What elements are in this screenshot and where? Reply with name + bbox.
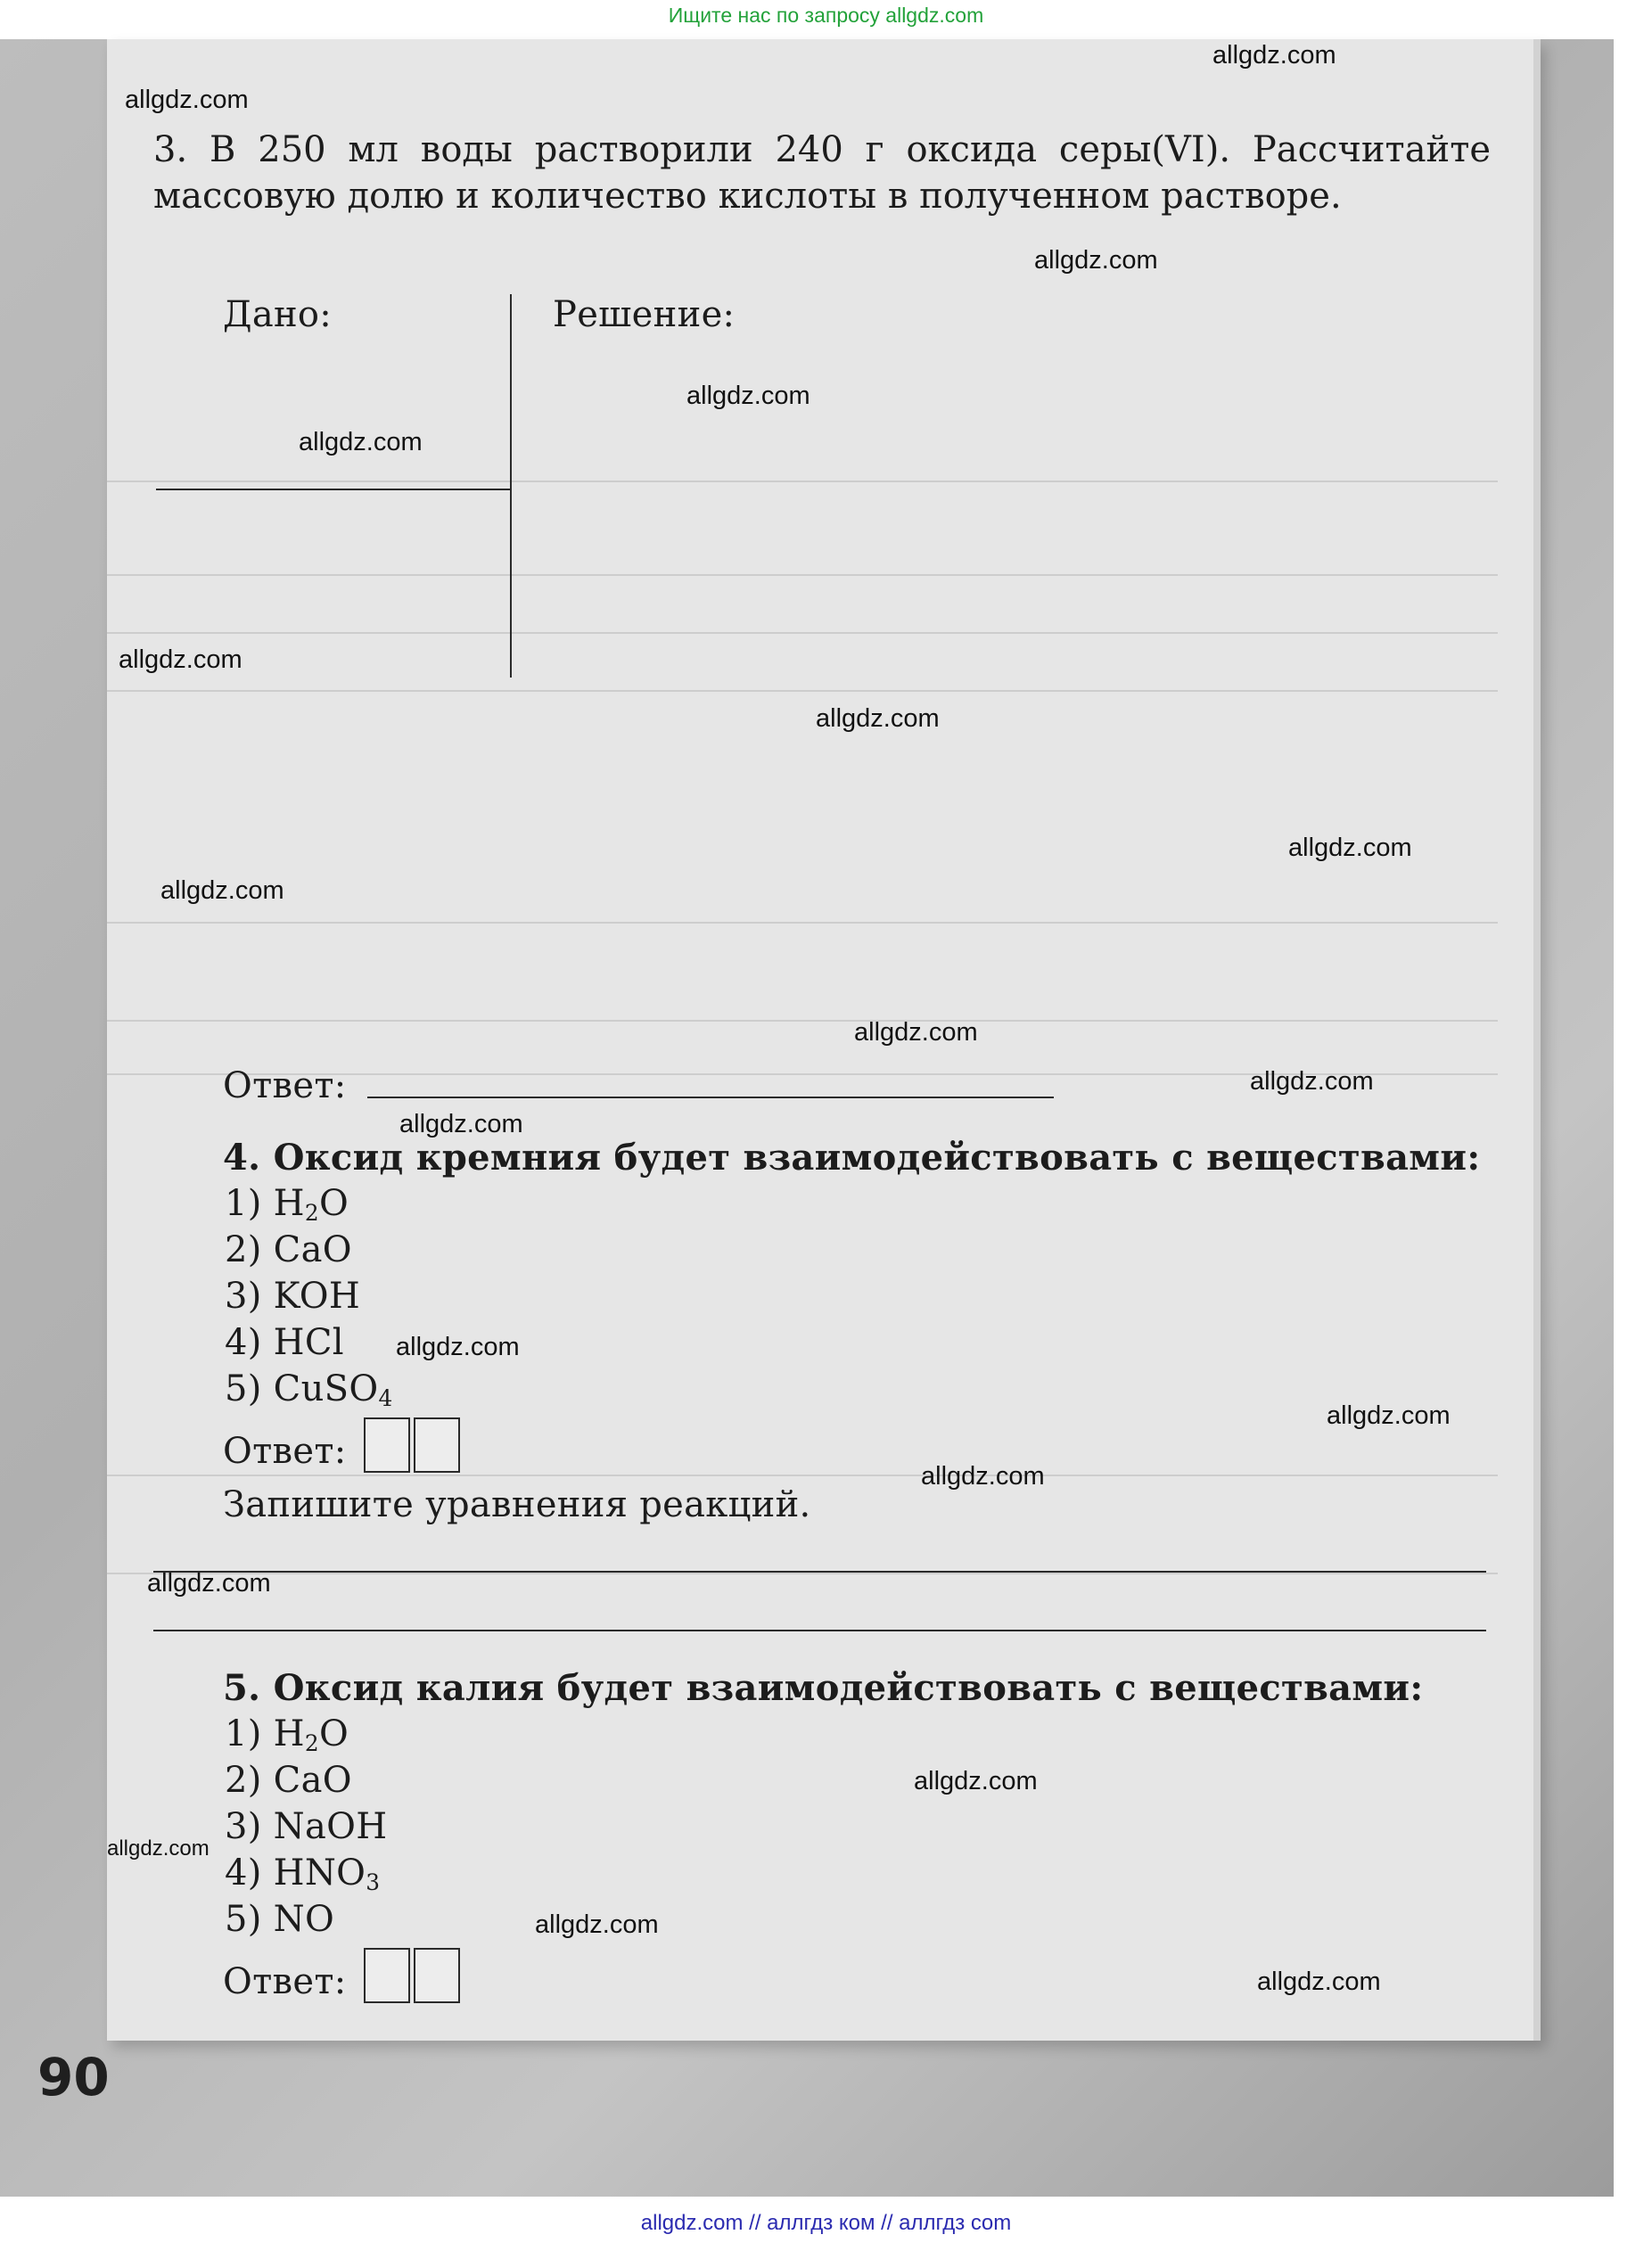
task4-answer-label: Ответ: bbox=[223, 1431, 347, 1472]
watermark: allgdz.com bbox=[125, 86, 249, 114]
watermark: allgdz.com bbox=[119, 645, 242, 674]
equation-line[interactable] bbox=[153, 1630, 1486, 1631]
task5-title: 5. Оксид калия будет взаимодействовать с веществами: bbox=[223, 1667, 1424, 1709]
task4-option: 3) KOH bbox=[225, 1276, 361, 1317]
watermark: allgdz.com bbox=[686, 382, 810, 410]
page-number: 90 bbox=[37, 2047, 110, 2107]
watermark: allgdz.com bbox=[399, 1110, 523, 1138]
watermark: allgdz.com bbox=[854, 1018, 978, 1047]
task5-option: 2) CaO bbox=[225, 1760, 352, 1801]
watermark: allgdz.com bbox=[535, 1910, 659, 1939]
watermark: allgdz.com bbox=[299, 428, 423, 456]
watermark: allgdz.com bbox=[1257, 1968, 1381, 1996]
watermark: allgdz.com bbox=[396, 1333, 520, 1361]
given-underline bbox=[156, 489, 511, 490]
watermark: allgdz.com bbox=[921, 1462, 1045, 1491]
watermark: allgdz.com bbox=[1250, 1067, 1374, 1096]
top-banner[interactable]: Ищите нас по запросу allgdz.com bbox=[668, 4, 984, 27]
answer-box[interactable] bbox=[414, 1948, 460, 2003]
watermark: allgdz.com bbox=[1034, 246, 1158, 275]
task4-answer-boxes bbox=[364, 1417, 464, 1473]
task4-option: 4) HCl bbox=[225, 1322, 344, 1363]
equation-line[interactable] bbox=[153, 1571, 1486, 1573]
answer-box[interactable] bbox=[414, 1417, 460, 1473]
watermark: allgdz.com bbox=[914, 1767, 1038, 1795]
bleed-line bbox=[107, 1475, 1498, 1476]
given-solution-divider bbox=[510, 294, 512, 678]
watermark: allgdz.com bbox=[1212, 41, 1336, 70]
watermark: allgdz.com bbox=[1288, 834, 1412, 862]
task5-option: 3) NaOH bbox=[225, 1806, 388, 1847]
task5-option: 4) $HNO_3$ bbox=[225, 1853, 381, 1896]
watermark: allgdz.com bbox=[816, 704, 940, 733]
bleed-line bbox=[107, 632, 1498, 634]
solution-label: Решение: bbox=[553, 294, 736, 335]
bleed-line bbox=[107, 922, 1498, 924]
task4-option: 1) $H_2O$ bbox=[225, 1183, 349, 1227]
task4-option: 2) CaO bbox=[225, 1229, 352, 1270]
task4-title: 4. Оксид кремния будет взаимодействовать с веществами: bbox=[223, 1137, 1481, 1179]
bleed-line bbox=[107, 1573, 1498, 1574]
task3-answer-line[interactable] bbox=[367, 1097, 1054, 1098]
task5-answer-label: Ответ: bbox=[223, 1961, 347, 2002]
task5-option: 1) $H_2O$ bbox=[225, 1713, 349, 1757]
task3-answer-label: Ответ: bbox=[223, 1065, 347, 1106]
watermark: allgdz.com bbox=[160, 876, 284, 905]
bleed-line bbox=[107, 481, 1498, 482]
bottom-banner[interactable]: allgdz.com // аллгдз ком // аллгдз com bbox=[640, 2211, 1012, 2235]
task5-answer-boxes bbox=[364, 1948, 464, 2003]
equations-prompt: Запишите уравнения реакций. bbox=[223, 1484, 811, 1525]
watermark: allgdz.com bbox=[107, 1836, 210, 1861]
task5-option: 5) NO bbox=[225, 1899, 335, 1940]
task3-text: 3. В 250 мл воды растворили 240 г оксида серы(VI). Рассчитайте массовую долю и количество кислоты в полученном растворе. bbox=[153, 129, 1491, 217]
bleed-line bbox=[107, 574, 1498, 576]
bleed-line bbox=[107, 1020, 1498, 1022]
task4-option: 5) CuSO$_4$ bbox=[225, 1368, 393, 1412]
answer-box[interactable] bbox=[364, 1417, 410, 1473]
answer-box[interactable] bbox=[364, 1948, 410, 2003]
given-label: Дано: bbox=[223, 294, 333, 335]
bleed-line bbox=[107, 690, 1498, 692]
watermark: allgdz.com bbox=[147, 1569, 271, 1598]
watermark: allgdz.com bbox=[1327, 1401, 1451, 1430]
